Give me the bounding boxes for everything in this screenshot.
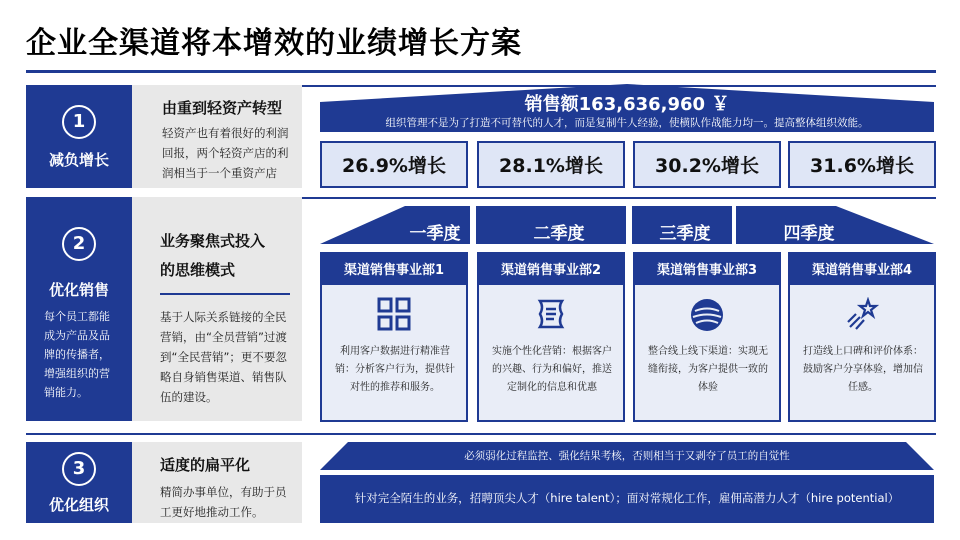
- section-2-label-box: [26, 197, 132, 421]
- growth-value: 31.6%增长: [810, 155, 914, 177]
- department-3-header: 渠道销售事业部3: [633, 252, 781, 285]
- department-3-text: 整合线上线下渠道：实现无缝衔接，为客户提供一致的体验: [648, 346, 768, 393]
- growth-box-2: [477, 141, 625, 188]
- department-4-text: 打造线上口碑和评价体系：鼓励客户分享体验，增加信任感。: [803, 346, 923, 393]
- grid-icon: [322, 297, 466, 331]
- department-2-header: 渠道销售事业部2: [477, 252, 625, 285]
- section-3-label-box: [26, 442, 132, 523]
- section-3-subtitle: 适度的扁平化: [160, 456, 251, 474]
- section-3-label: 优化组织: [48, 496, 109, 514]
- section-2-subtitle-line2: 的思维模式: [160, 261, 236, 279]
- section-2-text-box: [132, 197, 302, 421]
- section-2-side-text: 每个员工都能成为产品及品牌的传播者，增强组织的营销能力。: [44, 310, 110, 399]
- department-4-card: [788, 285, 936, 422]
- department-1-header: 渠道销售事业部1: [320, 252, 468, 285]
- section-1-text-box: [132, 85, 302, 188]
- section-3-text: 精简办事单位，有助于员工更好地推动工作。: [160, 485, 287, 519]
- growth-box-4: [788, 141, 936, 188]
- quarter-label-1: 一季度: [409, 224, 461, 244]
- section-1-text: 轻资产也有着很好的利润回报，两个轻资产店的利润相当于一个重资产店: [162, 126, 289, 180]
- department-4-header: 渠道销售事业部4: [788, 252, 936, 285]
- department-1-text: 利用客户数据进行精准营销：分析客户行为，提供针对性的推荐和服务。: [335, 346, 455, 393]
- department-1-card: [320, 285, 468, 422]
- section-1-label-box: [26, 85, 132, 188]
- section-2-number: 2: [62, 227, 96, 261]
- department-3-card: [633, 285, 781, 422]
- section-2-text: 基于人际关系链接的全民营销，由“全员营销”过渡到“全民营销”；更不要忽略自身销售渠道、销售队伍的建设。: [160, 310, 287, 404]
- page-title: 企业全渠道将本增效的业绩增长方案: [26, 26, 522, 61]
- section-3-top-rule: [26, 433, 936, 435]
- section-3-number: 3: [62, 452, 96, 486]
- org-banner-top-text: 必须弱化过程监控、强化结果考核，否则相当于又剥夺了员工的自觉性: [464, 450, 790, 462]
- section-1-number: 1: [62, 105, 96, 139]
- quarter-label-3: 三季度: [659, 224, 711, 244]
- section-2-label: 优化销售: [48, 281, 109, 299]
- section-1-label: 减负增长: [48, 151, 109, 169]
- section-1-subtitle: 由重到轻资产转型: [162, 99, 283, 117]
- org-banner-bottom-text: 针对完全陌生的业务，招聘顶尖人才（hire talent）；面对常规化工作，雇佣高潜力人才（hire potential）: [354, 491, 900, 505]
- department-2-text: 实施个性化营销：根据客户的兴趣、行为和偏好，推送定制化的信息和优惠: [492, 346, 612, 393]
- growth-box-1: [320, 141, 468, 188]
- growth-value: 30.2%增长: [655, 155, 759, 177]
- title-divider: [26, 70, 936, 73]
- growth-box-3: [633, 141, 781, 188]
- sales-amount: 销售额163,636,960 ￥: [524, 94, 730, 115]
- growth-value: 26.9%增长: [342, 155, 446, 177]
- scroll-icon: [479, 297, 623, 331]
- section-3-text-box: [132, 442, 302, 523]
- section-2-subtitle-line1: 业务聚焦式投入: [160, 232, 266, 250]
- quarter-label-2: 二季度: [533, 224, 585, 244]
- quarter-label-4: 四季度: [783, 224, 835, 244]
- sales-banner-subtitle: 组织管理不是为了打造不可替代的人才，而是复制牛人经验，使横队作战能力均一。提高整体组织效能。: [385, 117, 869, 129]
- growth-value: 28.1%增长: [499, 155, 603, 177]
- section-2-divider: [160, 293, 290, 295]
- department-2-card: [477, 285, 625, 422]
- shooting-star-icon: [790, 297, 934, 333]
- globe-icon: [635, 297, 779, 333]
